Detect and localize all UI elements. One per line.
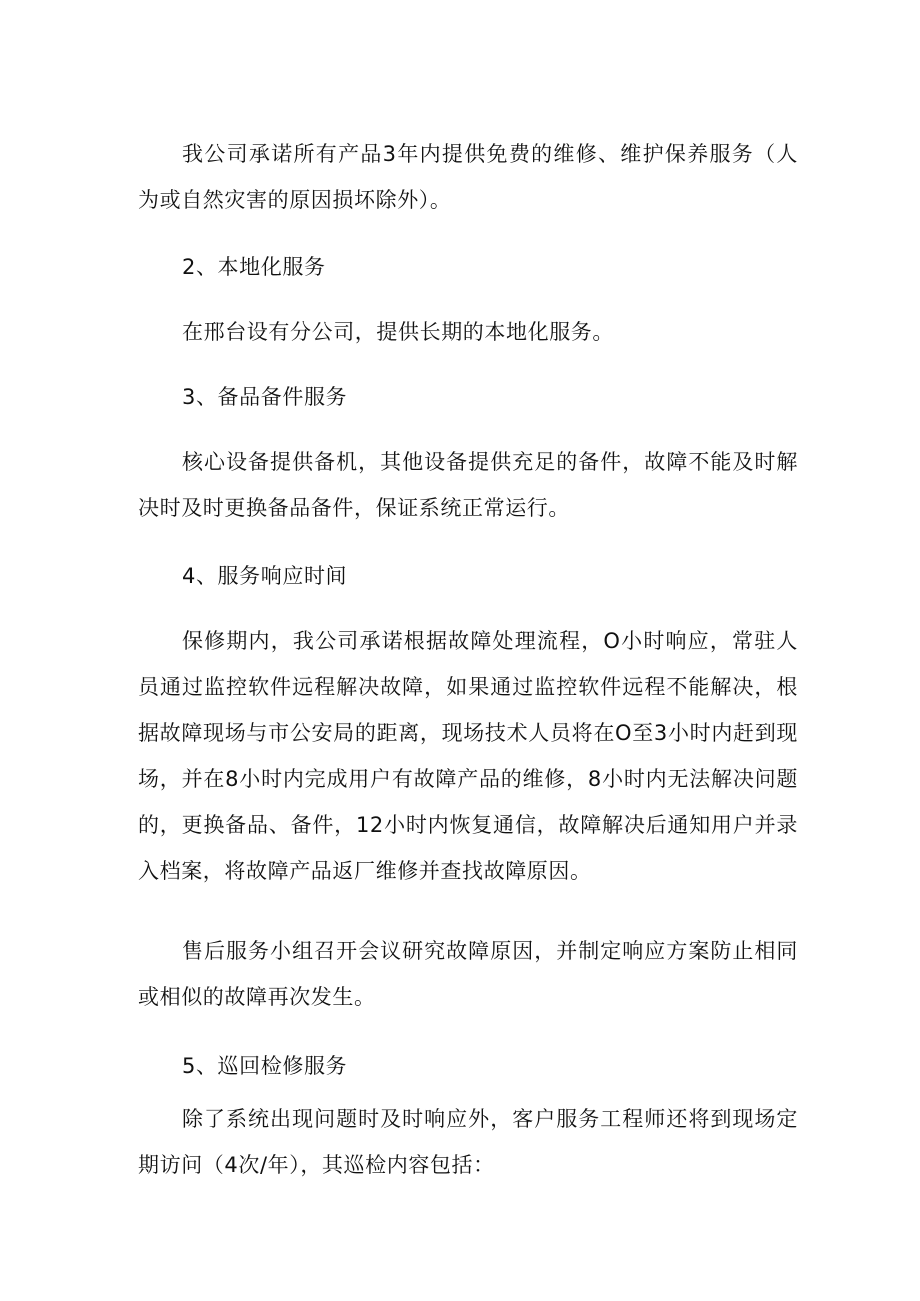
heading-local-service: 2、本地化服务 [182, 255, 326, 279]
heading-inspection-service: 5、巡回检修服务 [182, 1054, 348, 1078]
heading-response-time: 4、服务响应时间 [182, 564, 348, 588]
paragraph-local-service: 在邢台设有分公司，提供长期的本地化服务。 [182, 320, 614, 344]
paragraph-fault-review: 售后服务小组召开会议研究故障原因，并制定响应方案防止相同或相似的故障再次发生。 [138, 939, 798, 1009]
heading-spare-parts: 3、备品备件服务 [182, 385, 348, 409]
paragraph-response-time: 保修期内，我公司承诺根据故障处理流程，O小时响应，常驻人员通过监控软件远程解决故障，如果通过监控软件远程不能解决，根据故障现场与市公安局的距离，现场技术人员将在O至3小时内赶到现场，并在8小时内完成用户有故障产品的维修，8小时内无法解决问题的，更换备品、备件，12小时内恢复通信，故障解决后通知用户并录入档案，将故障产品返厂维修并查找故障原因。 [138, 629, 798, 883]
paragraph-warranty: 我公司承诺所有产品3年内提供免费的维修、维护保养服务（人为或自然灾害的原因损坏除外）。 [138, 142, 798, 212]
paragraph-inspection-service: 除了系统出现问题时及时响应外，客户服务工程师还将到现场定期访问（4次/年），其巡检内容包括： [138, 1107, 798, 1177]
paragraph-spare-parts: 核心设备提供备机，其他设备提供充足的备件，故障不能及时解决时及时更换备品备件，保证系统正常运行。 [138, 450, 798, 520]
